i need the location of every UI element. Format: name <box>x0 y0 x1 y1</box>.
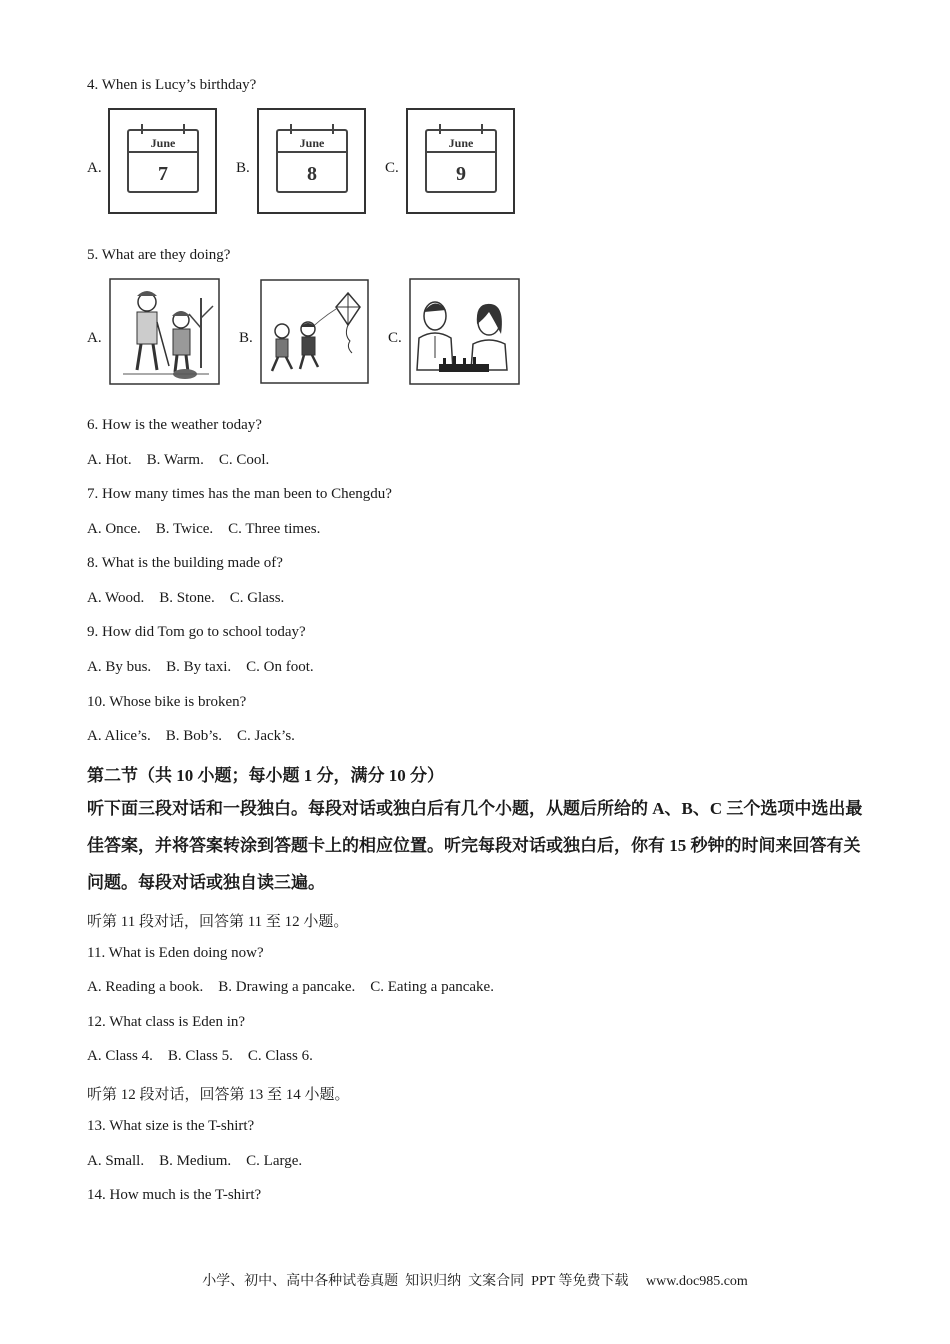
question-6: 6. How is the weather today? <box>87 417 262 433</box>
q4-option-c-label: C. <box>385 160 399 176</box>
question-5: 5. What are they doing? <box>87 247 231 263</box>
q4-option-c-calendar[interactable] <box>406 108 516 220</box>
flying-kite-picture[interactable] <box>260 279 370 390</box>
calendar-month-text: June <box>150 136 176 150</box>
dialog-11-instruction: 听第 11 段对话，回答第 11 至 12 小题。 <box>87 914 349 930</box>
q5-option-a-label: A. <box>87 330 102 346</box>
page-footer: 小学、初中、高中各种试卷真题 知识归纳 文案合同 PPT 等免费下载 www.doc985.com <box>202 1274 748 1289</box>
calendar-day-text: 9 <box>456 163 466 185</box>
question-7-options: A. Once. B. Twice. C. Three times. <box>87 521 321 537</box>
question-10: 10. Whose bike is broken? <box>87 694 247 710</box>
section-2-title: 第二节（共 10 小题；每小题 1 分，满分 10 分） <box>87 766 444 785</box>
playing-chess-picture[interactable] <box>409 278 521 391</box>
question-13: 13. What size is the T-shirt? <box>87 1118 255 1134</box>
question-9: 9. How did Tom go to school today? <box>87 624 306 640</box>
question-10-options: A. Alice’s. B. Bob’s. C. Jack’s. <box>87 728 295 744</box>
question-8: 8. What is the building made of? <box>87 555 283 571</box>
section-2-instructions: 听下面三段对话和一段独白。每段对话或独白后有几个小题，从题后所给的 A、B、C 三个选项中选出最佳答案，并将答案转涂到答题卡上的相应位置。听完每段对话或独白后，你有 15 秒钟的时间来回答有关问题。每段对话或独自读三遍。 <box>87 799 863 892</box>
q4-option-a-label: A. <box>87 160 102 176</box>
q4-option-b-label: B. <box>236 160 250 176</box>
question-14: 14. How much is the T-shirt? <box>87 1187 262 1203</box>
question-12-options: A. Class 4. B. Class 5. C. Class 6. <box>87 1048 313 1064</box>
calendar-month-text: June <box>299 136 325 150</box>
question-6-options: A. Hot. B. Warm. C. Cool. <box>87 452 270 468</box>
question-12: 12. What class is Eden in? <box>87 1014 246 1030</box>
calendar-day-text: 8 <box>307 163 317 185</box>
q5-option-c-label: C. <box>388 330 402 346</box>
planting-trees-picture[interactable] <box>109 278 221 391</box>
question-8-options: A. Wood. B. Stone. C. Glass. <box>87 590 285 606</box>
question-13-options: A. Small. B. Medium. C. Large. <box>87 1153 303 1169</box>
question-11-options: A. Reading a book. B. Drawing a pancake. C. Eating a pancake. <box>87 979 494 995</box>
question-7: 7. How many times has the man been to Chengdu? <box>87 486 392 502</box>
question-11: 11. What is Eden doing now? <box>87 945 264 961</box>
q5-option-b-label: B. <box>239 330 253 346</box>
calendar-day-text: 7 <box>158 163 168 185</box>
q4-option-a-calendar[interactable] <box>108 108 218 220</box>
question-4: 4. When is Lucy’s birthday? <box>87 77 257 93</box>
question-9-options: A. By bus. B. By taxi. C. On foot. <box>87 659 314 675</box>
dialog-12-instruction: 听第 12 段对话，回答第 13 至 14 小题。 <box>87 1087 350 1103</box>
calendar-month-text: June <box>448 136 474 150</box>
q4-option-b-calendar[interactable] <box>257 108 367 220</box>
